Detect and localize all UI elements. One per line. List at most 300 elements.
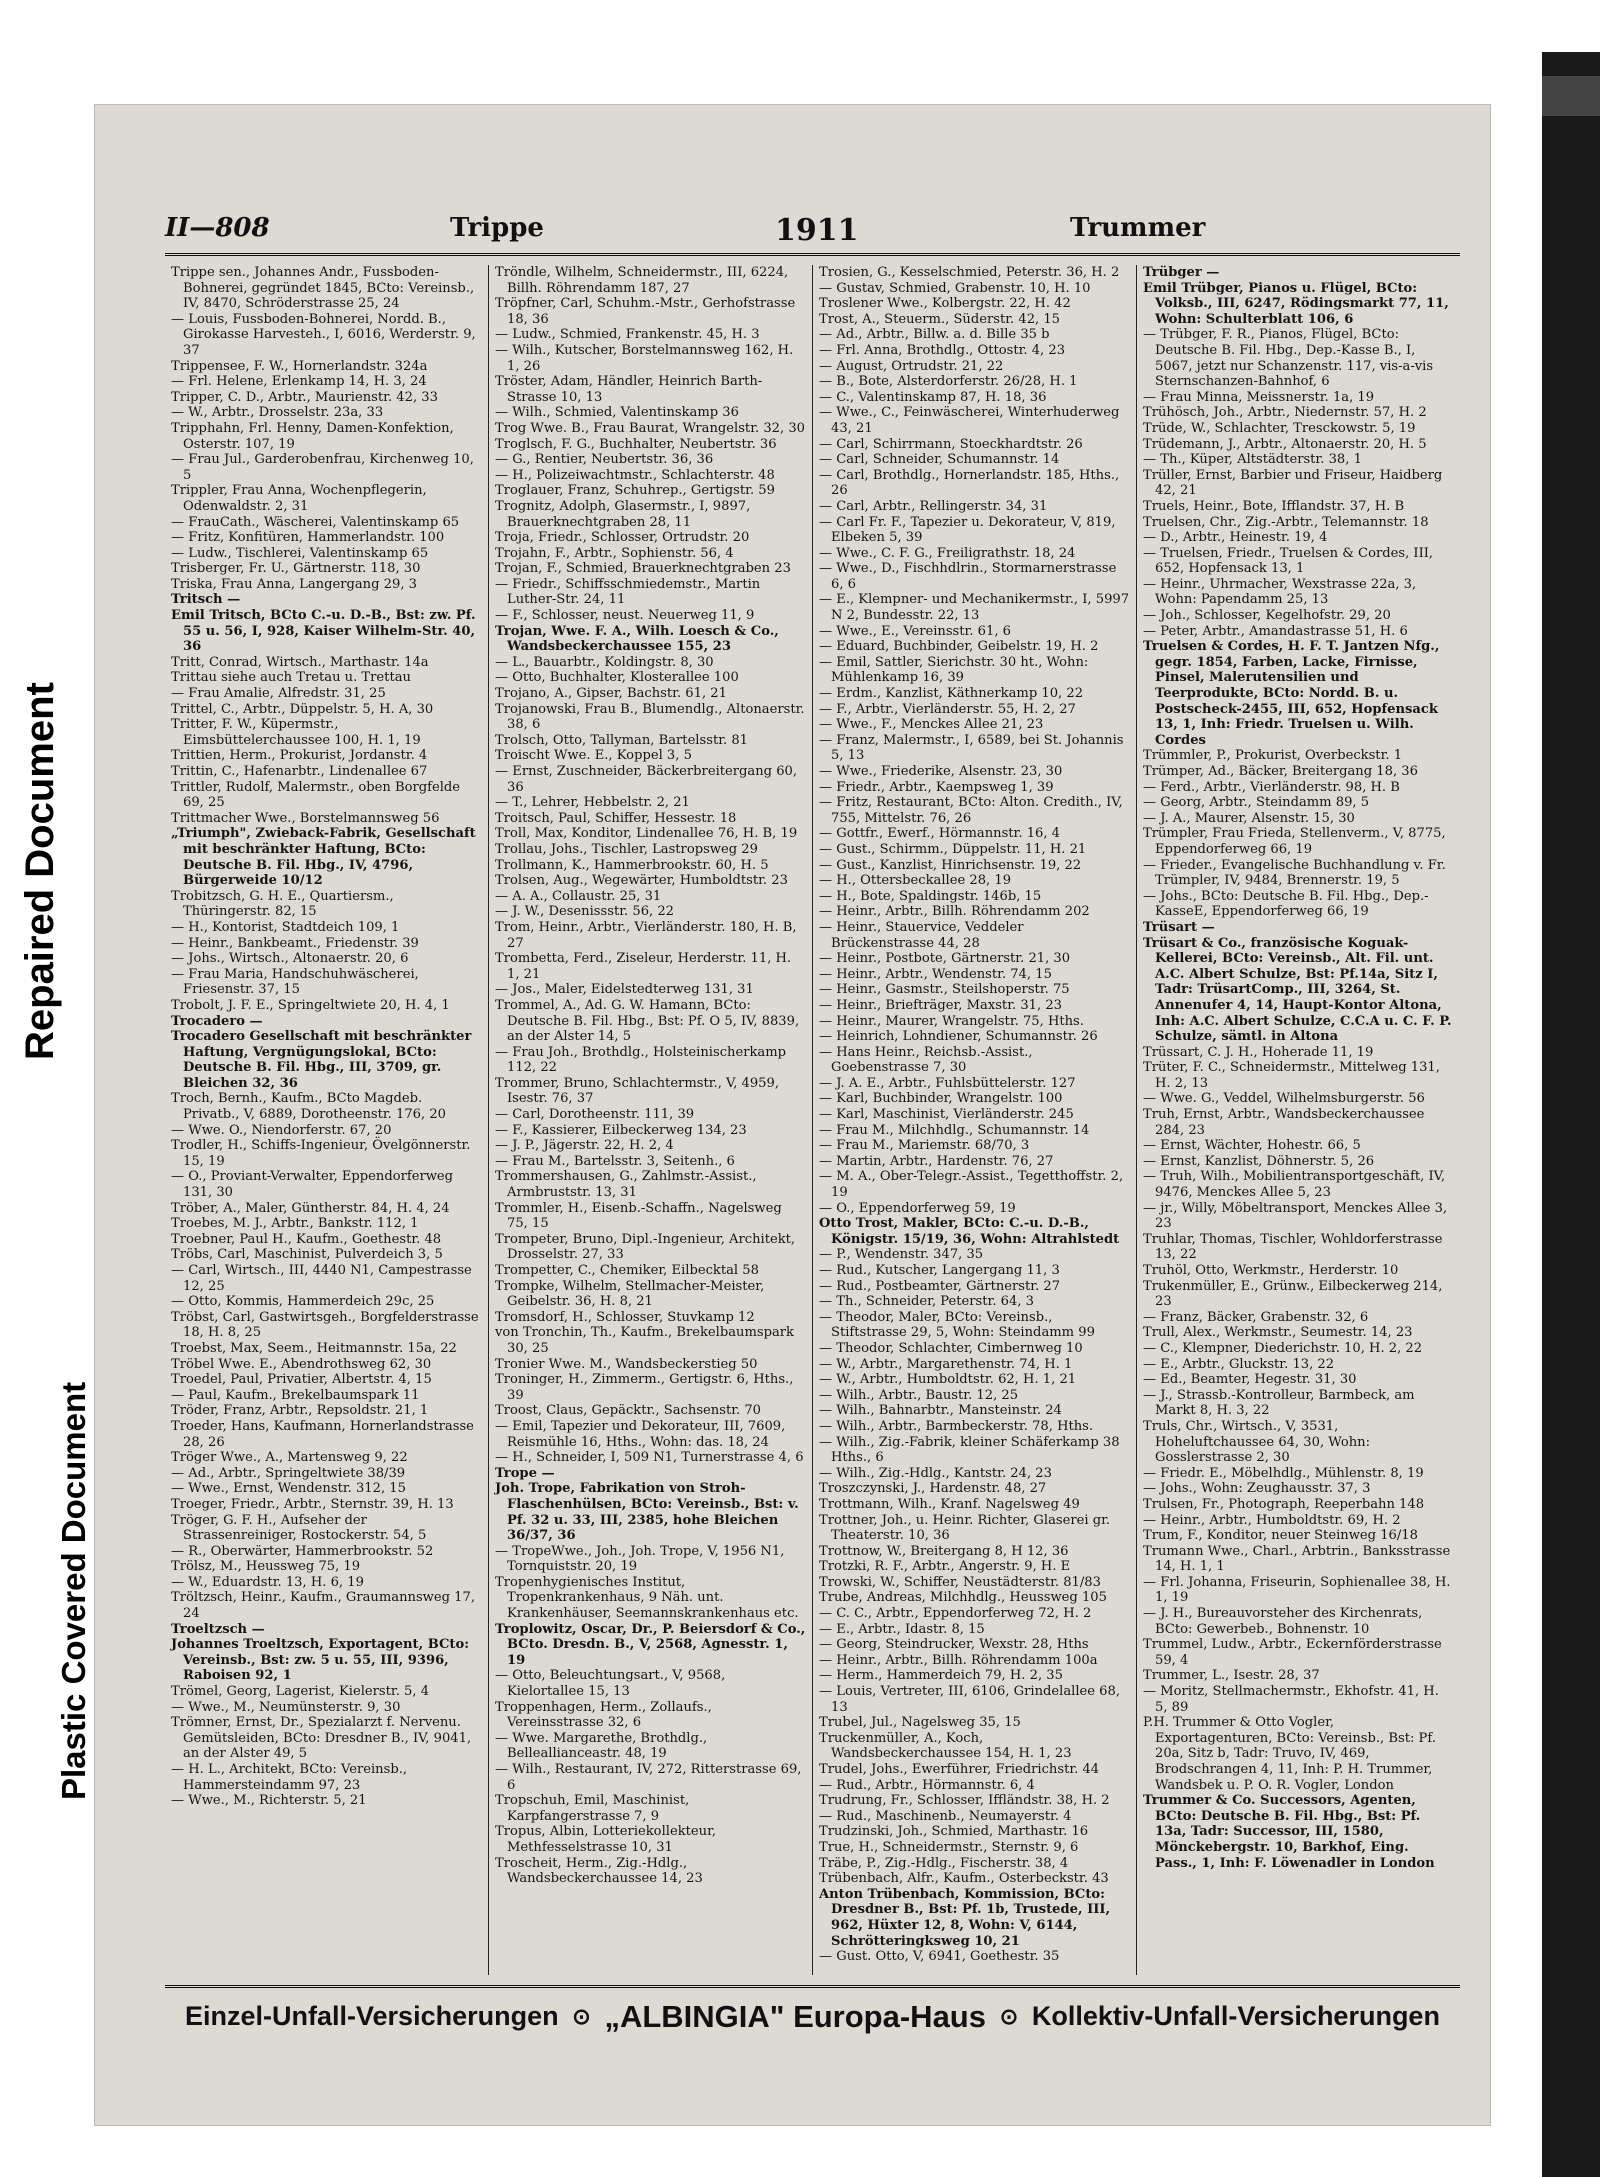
directory-entry: — Carl, Schneider, Schumannstr. 14 [819, 452, 1060, 468]
directory-entry: Trosien, G., Kesselschmied, Peterstr. 36, H. 2 [819, 265, 1120, 280]
directory-entry: Troll, Max, Konditor, Lindenallee 76, H. B, 19 [495, 826, 798, 842]
directory-entry: — W., Arbtr., Drosselstr. 23a, 33 [171, 405, 384, 421]
directory-entry: Truhlar, Thomas, Tischler, Wohldorferstrasse 13, 22 [1143, 1231, 1443, 1263]
directory-entry: Tröbs, Carl, Maschinist, Pulverdeich 3, 5 [171, 1247, 443, 1263]
directory-entry: Trowski, W., Schiffer, Neustädterstr. 81/83 [819, 1574, 1101, 1590]
directory-entry: — Theodor, Maler, BCto: Vereinsb., Stiftstrasse 29, 5, Wohn: Steindamm 99 [819, 1309, 1095, 1341]
directory-entry: Troeger, Friedr., Arbtr., Sternstr. 39, H. 13 [171, 1496, 454, 1512]
directory-entry: Troslener Wwe., Kolbergstr. 22, H. 42 [819, 296, 1071, 312]
directory-entry: — Erdm., Kanzlist, Käthnerkamp 10, 22 [819, 686, 1084, 702]
directory-entry: Trost, A., Steuerm., Süderstr. 42, 15 [819, 311, 1061, 327]
directory-entry: Trube, Andreas, Milchhdlg., Heussweg 105 [819, 1590, 1107, 1606]
directory-entry: Troch, Bernh., Kaufm., BCto Magdeb. Privatb., V, 6889, Dorotheenstr. 176, 20 [171, 1091, 446, 1123]
directory-entry: — Wwe. Margarethe, Brothdlg., Belleallianceastr. 48, 19 [495, 1730, 708, 1762]
directory-entry: — H. L., Architekt, BCto: Vereinsb., Hammersteindamm 97, 23 [171, 1762, 408, 1793]
directory-entry: — Frau Joh., Brothdlg., Holsteinischerkamp 112, 22 [495, 1044, 787, 1076]
directory-entry: Trope — [495, 1465, 555, 1481]
directory-entry: — Johs., Wohn: Zeughausstr. 37, 3 [1143, 1481, 1371, 1497]
directory-entry: — Th., Küper, Altstädterstr. 38, 1 [1143, 452, 1362, 468]
last-entry-name: Trummer [1070, 213, 1206, 243]
directory-entry: Troeder, Hans, Kaufmann, Hornerlandstrasse 28, 26 [171, 1418, 474, 1450]
directory-entry: — J. H., Bureauvorsteher des Kirchenrats, BCto: Gewerbeb., Bohnenstr. 10 [1143, 1606, 1423, 1637]
directory-entry: Anton Trübenbach, Kommission, BCto: Dresdner B., Bst: Pf. 1b, Trustede, III, 962, Hüxter 12, 8, Wohn: V, 6144, Schrötteringksweg 10, 21 [819, 1886, 1111, 1949]
directory-entry: — Hans Heinr., Reichsb.-Assist., Goebenstrasse 7, 30 [819, 1044, 1033, 1076]
directory-entry: Tröber, A., Maler, Güntherstr. 84, H. 4, 24 [171, 1200, 450, 1216]
directory-entry: Emil Tritsch, BCto C.-u. D.-B., Bst: zw. Pf. 55 u. 56, I, 928, Kaiser Wilhelm-Str. 40, 36 [171, 608, 476, 655]
directory-entry: Troppenhagen, Herm., Zollaufs., Vereinsstrasse 32, 6 [495, 1699, 712, 1731]
directory-entry: Trittau siehe auch Tretau u. Trettau [171, 670, 411, 686]
directory-entry: — Heinr., Uhrmacher, Wexstrasse 22a, 3, Wohn: Papendamm 25, 13 [1143, 576, 1417, 608]
directory-entry: — Wwe., D., Fischhdlrin., Stormarnerstrasse 6, 6 [819, 561, 1117, 592]
directory-entry: Tröbst, Carl, Gastwirtsgeh., Borgfelderstrasse 18, H. 8, 25 [171, 1309, 479, 1341]
directory-entry: — O., Proviant-Verwalter, Eppendorferweg 131, 30 [171, 1169, 454, 1201]
directory-entry: — Peter, Arbtr., Amandastrasse 51, H. 6 [1143, 623, 1408, 639]
directory-entry: — Ernst, Wächter, Hohestr. 66, 5 [1143, 1138, 1361, 1154]
directory-entry: Trommershausen, G., Zahlmstr.-Assist., Armbruststr. 13, 31 [495, 1169, 757, 1201]
directory-entry: — Rud., Arbtr., Hörmannstr. 6, 4 [819, 1777, 1035, 1793]
directory-entry: — Heinr., Arbtr., Billh. Röhrendamm 100a [819, 1652, 1098, 1668]
directory-entry: Trumann Wwe., Charl., Arbtrin., Banksstrasse 14, H. 1, 1 [1143, 1543, 1451, 1575]
directory-entry: — B., Bote, Alsterdorferstr. 26/28, H. 1 [819, 374, 1078, 390]
directory-entry: Tröder, Franz, Arbtr., Repsoldstr. 21, 1 [171, 1403, 429, 1419]
directory-entry: — Heinr., Gasmstr., Steilshoperstr. 75 [819, 982, 1070, 998]
directory-entry: — Heinr., Postbote, Gärtnerstr. 21, 30 [819, 951, 1071, 967]
directory-entry: — Wilh., Arbtr., Baustr. 12, 25 [819, 1387, 1019, 1403]
directory-entry: Trollmann, K., Hammerbrookstr. 60, H. 5 [495, 857, 769, 873]
directory-entry: Trocadero Gesellschaft mit beschränkter Haftung, Vergnügungslokal, BCto: Deutsche B. Fil. Hbg., III, 3709, gr. Bleichen 32, 36 [171, 1029, 472, 1091]
directory-entry: Trojano, A., Gipser, Bachstr. 61, 21 [495, 686, 727, 702]
directory-entry: — Carl, Arbtr., Rellingerstr. 34, 31 [819, 498, 1048, 514]
directory-entry: Tröger Wwe., A., Martensweg 9, 22 [171, 1450, 408, 1466]
directory-entry: — Louis, Vertreter, III, 6106, Grindelallee 68, 13 [819, 1684, 1120, 1715]
directory-entry: Trittien, Herm., Prokurist, Jordanstr. 4 [171, 748, 428, 764]
directory-columns [165, 265, 1460, 1975]
directory-entry: — Heinr., Briefträger, Maxstr. 31, 23 [819, 997, 1062, 1013]
directory-entry: — Paul, Kaufm., Brekelbaumspark 11 [171, 1387, 420, 1403]
scanned-page [95, 105, 1490, 2125]
directory-entry: Tröltzsch, Heinr., Kaufm., Graumannsweg 17, 24 [171, 1590, 475, 1622]
directory-entry: — Ludw., Schmied, Frankenstr. 45, H. 3 [495, 327, 760, 343]
directory-entry: Trittel, C., Arbtr., Düppelstr. 5, H. A, 30 [171, 701, 434, 717]
directory-entry: Troja, Friedr., Schlosser, Ortrudstr. 20 [495, 530, 750, 546]
directory-entry: — Wwe., Ernst, Wendenstr. 312, 15 [171, 1481, 406, 1497]
directory-entry: — O., Eppendorferweg 59, 19 [819, 1200, 1016, 1216]
directory-entry: — Wilh., Schmied, Valentinskamp 36 [495, 405, 739, 421]
directory-entry: — Trübger, F. R., Pianos, Flügel, BCto: Deutsche B. Fil. Hbg., Dep.-Kasse B., I, 5067, jetzt nur Schanzenstr. 117, vis-a-vis Sternschanzen-Bahnhof, 6 [1143, 327, 1434, 390]
directory-entry: — Karl, Buchbinder, Wrangelstr. 100 [819, 1091, 1063, 1107]
directory-entry: — Georg, Steindrucker, Wexstr. 28, Hths [819, 1637, 1089, 1653]
directory-entry: — Frieder., Evangelische Buchhandlung v. Fr. Trümpler, IV, 9484, Brennerstr. 19, 5 [1143, 857, 1446, 889]
directory-entry: Trum, F., Konditor, neuer Steinweg 16/18 [1143, 1528, 1418, 1544]
directory-entry: — C., Klempner, Diederichstr. 10, H. 2, 22 [1143, 1340, 1423, 1356]
directory-entry: — Johs., BCto: Deutsche B. Fil. Hbg., Dep.-KasseE, Eppendorferweg 66, 19 [1143, 888, 1429, 920]
directory-page [165, 205, 1460, 2105]
directory-entry: — Friedr. E., Möbelhdlg., Mühlenstr. 8, 19 [1143, 1465, 1424, 1481]
directory-entry: Troost, Claus, Gepäcktr., Sachsenstr. 70 [495, 1403, 762, 1419]
directory-entry: — Ed., Beamter, Hegestr. 31, 30 [1143, 1372, 1357, 1388]
directory-entry: — Otto, Buchhalter, Klosterallee 100 [495, 670, 739, 686]
directory-entry: Trölsz, M., Heussweg 75, 19 [171, 1559, 361, 1575]
directory-entry: Troischt Wwe. E., Koppel 3, 5 [495, 748, 692, 764]
directory-entry: — A. A., Collaustr. 25, 31 [495, 888, 662, 904]
directory-entry: Trübenbach, Alfr., Kaufm., Osterbeckstr. 43 [819, 1871, 1109, 1887]
directory-entry: — D., Arbtr., Heinestr. 19, 4 [1143, 530, 1328, 546]
directory-entry: — Louis, Fussboden-Bohnerei, Nordd. B., Girokasse Harvesteh., I, 6016, Werderstr. 9, 37 [171, 311, 476, 358]
directory-entry: Träbe, P., Zig.-Hdlg., Fischerstr. 38, 4 [819, 1855, 1069, 1871]
directory-entry: — Friedr., Schiffsschmiedemstr., Martin Luther-Str. 24, 11 [495, 576, 761, 608]
directory-entry: — Wilh., Arbtr., Barmbeckerstr. 78, Hths. [819, 1418, 1094, 1434]
directory-entry: Trukenmüller, E., Grünw., Eilbeckerweg 214, 23 [1143, 1278, 1443, 1310]
directory-entry: — Rud., Maschinenb., Neumayerstr. 4 [819, 1808, 1072, 1824]
directory-entry: Trotzki, R. F., Arbtr., Angerstr. 9, H. E [819, 1559, 1071, 1575]
directory-entry: — Carl, Schirrmann, Stoeckhardtstr. 26 [819, 436, 1083, 452]
directory-entry: Joh. Trope, Fabrikation von Stroh-Flaschenhülsen, BCto: Vereinsb., Bst: v. Pf. 32 u. 33, III, 2385, hohe Bleichen 36/37, 36 [495, 1481, 799, 1544]
directory-entry: — FrauCath., Wäscherei, Valentinskamp 65 [171, 514, 460, 530]
directory-entry: — Gottfr., Ewerf., Hörmannstr. 16, 4 [819, 826, 1061, 842]
directory-entry: Trübger — [1143, 265, 1220, 280]
directory-entry: Trüssart, C. J. H., Hoherade 11, 19 [1143, 1044, 1374, 1060]
directory-entry: Trisberger, Fr. U., Gärtnerstr. 118, 30 [171, 561, 421, 577]
directory-entry: — R., Oberwärter, Hammerbrookstr. 52 [171, 1543, 434, 1559]
directory-entry: — Heinr., Arbtr., Wendenstr. 74, 15 [819, 966, 1052, 982]
directory-entry: Tropenhygienisches Institut, Tropenkrankenhaus, 9 Näh. unt. Krankenhäuser, Seemannskrankenhaus etc. [495, 1574, 799, 1622]
directory-entry: — C. C., Arbtr., Eppendorferweg 72, H. 2 [819, 1606, 1092, 1622]
directory-entry: — Carl Fr. F., Tapezier u. Dekorateur, V, 819, Elbeken 5, 39 [819, 514, 1116, 546]
directory-entry: — T., Lehrer, Hebbelstr. 2, 21 [495, 795, 690, 811]
directory-entry: — TropeWwe., Joh., Joh. Trope, V, 1956 N1, Tornquiststr. 20, 19 [495, 1543, 785, 1575]
directory-entry: — J. W., Desenissstr. 56, 22 [495, 904, 675, 920]
directory-entry: — E., Arbtr., Idastr. 8, 15 [819, 1621, 985, 1637]
directory-entry: — Frau M., Bartelsstr. 3, Seitenh., 6 [495, 1153, 735, 1169]
scanner-edge-strip [1542, 52, 1600, 2177]
directory-entry: Trognitz, Adolph, Glasermstr., I, 9897, Brauerknechtgraben 28, 11 [495, 498, 751, 530]
directory-entry: Trittmacher Wwe., Borstelmannsweg 56 [171, 810, 440, 826]
directory-entry: — Moritz, Stellmachermstr., Ekhofstr. 41, H. 5, 89 [1143, 1684, 1439, 1715]
directory-entry: Trocadero — [171, 1013, 263, 1029]
footer-right-text: Kollektiv-Unfall-Versicherungen [1031, 2001, 1440, 2031]
directory-entry: — Frau Maria, Handschuhwäscherei, Friesenstr. 37, 15 [171, 966, 419, 998]
directory-entry: — Ad., Arbtr., Billw. a. d. Bille 35 b [819, 327, 1050, 343]
directory-entry: Trojahn, F., Arbtr., Sophienstr. 56, 4 [495, 545, 734, 561]
directory-entry: Trippler, Frau Anna, Wochenpflegerin, Odenwaldstr. 2, 31 [171, 483, 427, 514]
directory-entry: Trojan, F., Schmied, Brauerknechtgraben 23 [495, 561, 791, 577]
directory-entry: Truls, Chr., Wirtsch., V, 3531, Hoheluftchaussee 64, 30, Wohn: Gosslerstrasse 2, 30 [1143, 1418, 1371, 1466]
directory-entry: Trompetter, C., Chemiker, Eilbecktal 58 [495, 1263, 759, 1278]
directory-entry: — Martin, Arbtr., Hardenstr. 76, 27 [819, 1153, 1054, 1169]
directory-entry: Tripper, C. D., Arbtr., Maurienstr. 42, 33 [171, 389, 438, 405]
directory-entry: Trommler, H., Eisenb.-Schaffn., Nagelsweg 75, 15 [495, 1200, 782, 1232]
footer-bullet-icon: ⊙ [572, 2003, 591, 2029]
directory-entry: — Franz, Bäcker, Grabenstr. 32, 6 [1143, 1309, 1369, 1325]
directory-entry: — W., Arbtr., Humboldtstr. 62, H. 1, 21 [819, 1372, 1077, 1388]
directory-entry: Troeltzsch — [171, 1621, 265, 1637]
directory-entry: Trollau, Johs., Tischler, Lastropsweg 29 [495, 841, 758, 857]
directory-entry: — Emil, Sattler, Sierichstr. 30 ht., Wohn: Mühlenkamp 16, 39 [819, 654, 1089, 686]
plastic-covered-document-label: Plastic Covered Document [55, 1381, 92, 1800]
directory-entry: — Wwe., M., Richterstr. 5, 21 [171, 1793, 367, 1809]
directory-entry: Trummer, L., Isestr. 28, 37 [1143, 1668, 1320, 1684]
directory-entry: Trippensee, F. W., Hornerlandstr. 324a [171, 358, 428, 374]
directory-entry: — H., Schneider, I, 509 N1, Turnerstrasse 4, 6 [495, 1450, 804, 1466]
directory-entry: von Tronchin, Th., Kaufm., Brekelbaumspark 30, 25 [495, 1325, 794, 1356]
directory-entry: — J. A. E., Arbtr., Fuhlsbüttelerstr. 127 [819, 1075, 1076, 1091]
directory-entry: — jr., Willy, Möbeltransport, Menckes Allee 3, 23 [1143, 1200, 1448, 1232]
directory-entry: Tröster, Adam, Händler, Heinrich Barth-Strasse 10, 13 [495, 374, 763, 405]
directory-entry: True, H., Schneidermstr., Sternstr. 9, 6 [819, 1839, 1079, 1855]
directory-entry: — Heinrich, Lohndiener, Schumannstr. 26 [819, 1029, 1098, 1045]
directory-entry: Otto Trost, Makler, BCto: C.-u. D.-B., Königstr. 15/19, 36, Wohn: Altrahlstedt [819, 1216, 1120, 1247]
directory-entry: — Frl. Helene, Erlenkamp 14, H. 3, 24 [171, 374, 427, 390]
directory-entry: — Theodor, Schlachter, Cimbernweg 10 [819, 1340, 1083, 1356]
directory-entry: — Frl. Anna, Brothdlg., Ottostr. 4, 23 [819, 342, 1066, 358]
directory-entry: Trubel, Jul., Nagelsweg 35, 15 [819, 1715, 1021, 1731]
directory-entry: — H., Polizeiwachtmstr., Schlachterstr. 48 [495, 467, 775, 483]
directory-column [1137, 265, 1460, 1975]
directory-entry: — Ernst, Kanzlist, Döhnerstr. 5, 26 [1143, 1153, 1375, 1169]
directory-entry: — Carl, Dorotheenstr. 111, 39 [495, 1107, 695, 1123]
directory-entry: Trüller, Ernst, Barbier und Friseur, Haidberg 42, 21 [1143, 467, 1443, 499]
directory-entry: — P., Wendenstr. 347, 35 [819, 1247, 984, 1263]
directory-entry: — Wilh., Zig.-Fabrik, kleiner Schäferkamp 38 Hths., 6 [819, 1434, 1120, 1466]
directory-entry: Trummel, Ludw., Arbtr., Eckernförderstrasse 59, 4 [1143, 1637, 1442, 1668]
directory-entry: — Wwe., M., Neumünsterstr. 9, 30 [171, 1699, 401, 1715]
directory-entry: Trombetta, Ferd., Ziseleur, Herderstr. 11, H. 1, 21 [495, 951, 792, 982]
directory-entry: Tritter, F. W., Küpermstr., Eimsbüttelerchaussee 100, H. 1, 19 [171, 717, 421, 748]
directory-entry: — Wilh., Zig.-Hdlg., Kantstr. 24, 23 [819, 1465, 1052, 1481]
directory-entry: Truelsen, Chr., Zig.-Arbtr., Telemannstr. 18 [1143, 514, 1429, 530]
directory-entry: — Frau M., Milchhdlg., Schumannstr. 14 [819, 1122, 1090, 1138]
directory-entry: — Frau Minna, Meissnerstr. 1a, 19 [1143, 389, 1375, 405]
directory-entry: — Georg, Arbtr., Steindamm 89, 5 [1143, 795, 1370, 811]
directory-entry: — Heinr., Maurer, Wrangelstr. 75, Hths. [819, 1013, 1084, 1029]
directory-entry: Emil Trübger, Pianos u. Flügel, BCto: Volksb., III, 6247, Rödingsmarkt 77, 11, Wohn: Schulterblatt 106, 6 [1143, 280, 1449, 327]
footer-bullet-icon: ⊙ [999, 2003, 1019, 2029]
directory-entry: — Truelsen, Friedr., Truelsen & Cordes, III, 652, Hopfensack 13, 1 [1143, 545, 1434, 577]
directory-entry: Trull, Alex., Werkmstr., Seumestr. 14, 23 [1143, 1325, 1413, 1341]
year: 1911 [775, 213, 859, 248]
directory-entry: Trom, Heinr., Arbtr., Vierländerstr. 180, H. B, 27 [495, 919, 797, 951]
directory-entry: Trudel, Johs., Ewerführer, Friedrichstr. 44 [819, 1762, 1100, 1777]
directory-entry: P.H. Trummer & Otto Vogler, Exportagenturen, BCto: Vereinsb., Bst: Pf. 20a, Sitz b, Tadr: Truvo, IV, 469, Brodschrangen 4, 11, Inh: P. H. Trummer, Wandsbek u. P. O. R. Vogler, London [1143, 1715, 1436, 1793]
directory-entry: Tröndle, Wilhelm, Schneidermstr., III, 6224, Billh. Röhrendamm 187, 27 [495, 265, 789, 296]
first-entry-name: Trippe [450, 213, 544, 243]
directory-entry: Trudzinski, Joh., Schmied, Marthastr. 16 [819, 1824, 1089, 1840]
directory-entry: — Carl, Wirtsch., III, 4440 N1, Campestrasse 12, 25 [171, 1263, 472, 1294]
directory-entry: Trulsen, Fr., Photograph, Reeperbahn 148 [1143, 1496, 1425, 1512]
directory-entry: Troglsch, F. G., Buchhalter, Neubertstr. 36 [495, 436, 777, 452]
directory-entry: — Rud., Postbeamter, Gärtnerstr. 27 [819, 1278, 1061, 1294]
directory-entry: — Wwe., F., Menckes Allee 21, 23 [819, 717, 1044, 733]
directory-entry: Tropschuh, Emil, Maschinist, Karpfangerstrasse 7, 9 [495, 1793, 690, 1824]
directory-entry: — F., Schlosser, neust. Neuerweg 11, 9 [495, 608, 755, 624]
directory-entry: Trüdemann, J., Arbtr., Altonaerstr. 20, H. 5 [1143, 436, 1427, 452]
directory-entry: — Wwe., E., Vereinsstr. 61, 6 [819, 623, 1011, 639]
directory-entry: Truelsen & Cordes, H. F. T. Jantzen Nfg., gegr. 1854, Farben, Lacke, Firnisse, Pinsel, Malerutensilien und Teerprodukte, BCto: Nordd. B. u. Postscheck-2455, III, 652, Hopfensack 13, 1, Inh: Friedr. Truelsen u. Wilh. Cordes [1143, 639, 1440, 748]
directory-entry: Truels, Heinr., Bote, Ifflandstr. 37, H. B [1143, 498, 1405, 514]
directory-entry: Triska, Frau Anna, Langergang 29, 3 [171, 576, 417, 592]
directory-entry: Tritt, Conrad, Wirtsch., Marthastr. 14a [171, 654, 429, 670]
advertisement-footer [165, 1985, 1460, 2045]
directory-entry: Tröpfner, Carl, Schuhm.-Mstr., Gerhofstrasse 18, 36 [495, 296, 796, 327]
directory-entry: — Wwe., Friederike, Alsenstr. 23, 30 [819, 764, 1063, 779]
directory-entry: — Fritz, Konfitüren, Hammerlandstr. 100 [171, 530, 445, 546]
directory-entry: — Gust., Schirmm., Düppelstr. 11, H. 21 [819, 841, 1087, 857]
directory-entry: Trottnow, W., Breitergang 8, H 12, 36 [819, 1543, 1069, 1559]
directory-entry: — J. P., Jägerstr. 22, H. 2, 4 [495, 1138, 674, 1154]
footer-middle-text: „ALBINGIA" Europa-Haus [604, 1998, 986, 2034]
directory-entry: — Ernst, Zuschneider, Bäckerbreitergang 60, 36 [495, 764, 798, 795]
page-header [165, 205, 1460, 256]
directory-entry: — Ferd., Arbtr., Vierländerstr. 98, H. B [1143, 779, 1400, 795]
directory-entry: Trippe sen., Johannes Andr., Fussboden-Bohnerei, gegründet 1845, BCto: Vereinsb., IV, 8470, Schröderstrasse 25, 24 [171, 265, 475, 312]
directory-entry: Troplowitz, Oscar, Dr., P. Beiersdorf & Co., BCto. Dresdn. B., V, 2568, Agnesstr. 1, 19 [495, 1621, 806, 1668]
directory-entry: Troninger, H., Zimmerm., Gertigstr. 6, Hths., 39 [495, 1372, 794, 1403]
directory-entry: — E., Klempner- und Mechanikermstr., I, 5997 N 2, Bundesstr. 22, 13 [819, 592, 1130, 624]
directory-entry: — Otto, Kommis, Hammerdeich 29c, 25 [171, 1294, 435, 1310]
directory-entry: Trüsart — [1143, 919, 1215, 935]
directory-entry: — H., Bote, Spaldingstr. 146b, 15 [819, 888, 1042, 904]
directory-entry: — Heinr., Stauervice, Veddeler Brückenstrasse 44, 28 [819, 919, 1024, 951]
directory-entry: — Jos., Maler, Eidelstedterweg 131, 31 [495, 982, 754, 998]
directory-entry: Truhöl, Otto, Werkmstr., Herderstr. 10 [1143, 1263, 1399, 1278]
directory-entry: Troscheit, Herm., Zig.-Hdlg., Wandsbeckerchaussee 14, 23 [495, 1855, 703, 1887]
directory-entry: — Franz, Malermstr., I, 6589, bei St. Johannis 5, 13 [819, 732, 1124, 764]
directory-entry: — Johs., Wirtsch., Altonaerstr. 20, 6 [171, 951, 409, 967]
directory-entry: — W., Arbtr., Margarethenstr. 74, H. 1 [819, 1356, 1073, 1372]
directory-entry: — J. A., Maurer, Alsenstr. 15, 30 [1143, 810, 1355, 826]
repaired-document-label: Repaired Document [18, 682, 62, 1060]
directory-entry: Trog Wwe. B., Frau Baurat, Wrangelstr. 32, 30 [495, 420, 805, 436]
directory-entry: — Wwe., C., Feinwäscherei, Winterhuderweg 43, 21 [819, 405, 1120, 436]
directory-entry: Trolsch, Otto, Tallyman, Bartelsstr. 81 [495, 732, 749, 748]
directory-column [813, 265, 1137, 1975]
directory-entry: Trüde, W., Schlachter, Tresckowstr. 5, 19 [1143, 420, 1416, 436]
directory-entry: — Fritz, Restaurant, BCto: Alton. Credith., IV, 755, Mittelstr. 76, 26 [819, 795, 1123, 826]
directory-entry: Troebner, Paul H., Kaufm., Goethestr. 48 [171, 1231, 442, 1247]
directory-entry: Troebes, M. J., Arbtr., Bankstr. 112, 1 [171, 1216, 419, 1232]
directory-entry: Trojanowski, Frau B., Blumendlg., Altonaerstr. 38, 6 [495, 701, 805, 733]
directory-entry: Troedel, Paul, Privatier, Albertstr. 4, 15 [171, 1372, 432, 1388]
directory-column [165, 265, 489, 1975]
directory-entry: — W., Eduardstr. 13, H. 6, 19 [171, 1574, 364, 1590]
directory-entry: Tritsch — [171, 592, 241, 608]
directory-entry: — G., Rentier, Neubertstr. 36, 36 [495, 452, 714, 468]
directory-entry: — Frl. Johanna, Friseurin, Sophienallee 38, H. 1, 19 [1143, 1574, 1451, 1606]
directory-entry: — M. A., Ober-Telegr.-Assist., Tegetthoffstr. 2, 19 [819, 1169, 1124, 1201]
directory-entry: — Herm., Hammerdeich 79, H. 2, 35 [819, 1668, 1063, 1684]
directory-entry: Trüter, F. C., Schneidermstr., Mittelweg 131, H. 2, 13 [1143, 1060, 1440, 1091]
directory-entry: — Wilh., Bahnarbtr., Mansteinstr. 24 [819, 1403, 1062, 1419]
directory-entry: — Gust. Otto, V, 6941, Goethestr. 35 [819, 1949, 1060, 1965]
directory-entry: Trüsart & Co., französische Koguak-Kellerei, BCto: Vereinsb., Alt. Fil. unt. A.C. Albert Schulze, Bst: Pf.14a, Sitz I, Tadr: TrüsartComp., III, 3264, St. Annenufer 4, 14, Haupt-Kontor Altona, Inh: A.C. Albert Schulze, C.C.A u. C. F. P. Schulze, sämtl. in Altona [1143, 935, 1452, 1045]
directory-entry: Trömner, Ernst, Dr., Spezialarzt f. Nervenu. Gemütsleiden, BCto: Dresdner B., IV, 9041, an der Alster 49, 5 [171, 1715, 472, 1762]
directory-entry: Trümper, Ad., Bäcker, Breitergang 18, 36 [1143, 764, 1418, 779]
directory-entry: Trommer, Bruno, Schlachtermstr., V, 4959, Isestr. 76, 37 [495, 1075, 780, 1107]
directory-entry: — Friedr., Arbtr., Kaempsweg 1, 39 [819, 779, 1054, 795]
directory-entry: Troebst, Max, Seem., Heitmannstr. 15a, 22 [171, 1340, 457, 1356]
directory-entry: — Wwe. O., Niendorferstr. 67, 20 [171, 1122, 392, 1138]
directory-entry: Trodler, H., Schiffs-Ingenieur, Övelgönnerstr. 15, 19 [171, 1138, 471, 1169]
directory-entry: Trommel, A., Ad. G. W. Hamann, BCto: Deutsche B. Fil. Hbg., Bst: Pf. O 5, IV, 8839, an der Alster 14, 5 [495, 997, 800, 1045]
directory-entry: Tromsdorf, H., Schlosser, Stuvkamp 12 [495, 1309, 755, 1325]
directory-entry: — Frau M., Mariemstr. 68/70, 3 [819, 1138, 1030, 1154]
directory-entry: Trömel, Georg, Lagerist, Kielerstr. 5, 4 [171, 1684, 430, 1700]
directory-entry: Trompeter, Bruno, Dipl.-Ingenieur, Architekt, Drosselstr. 27, 33 [495, 1231, 796, 1263]
directory-column [489, 265, 813, 1975]
directory-entry: Trümpler, Frau Frieda, Stellenverm., V, 8775, Eppendorferweg 66, 19 [1143, 826, 1446, 857]
directory-entry: — Frau Amalie, Alfredstr. 31, 25 [171, 686, 386, 702]
directory-entry: — Gust., Kanzlist, Hinrichsenstr. 19, 22 [819, 857, 1082, 873]
directory-entry: — Ludw., Tischlerei, Valentinskamp 65 [171, 545, 429, 561]
directory-entry: — H., Ottersbeckallee 28, 19 [819, 873, 1012, 889]
directory-entry: „Triumph", Zwieback-Fabrik, Gesellschaft mit beschränkter Haftung, BCto: Deutsche B. Fil. Hbg., IV, 4796, Bürgerweide 10/12 [171, 826, 476, 889]
directory-entry: — H., Kontorist, Stadtdeich 109, 1 [171, 919, 400, 935]
directory-entry: — Heinr., Bankbeamt., Friedenstr. 39 [171, 935, 419, 951]
directory-entry: Trottmann, Wilh., Kranf. Nagelsweg 49 [819, 1496, 1080, 1512]
directory-entry: Trompke, Wilhelm, Stellmacher-Meister, Geibelstr. 36, H. 8, 21 [495, 1278, 765, 1310]
directory-entry: Trummer & Co. Successors, Agenten, BCto: Deutsche B. Fil. Hbg., Bst: Pf. 13a, Tadr: Successor, III, 1580, Mönckebergstr. 10, Barkhof, Eing. Pass., 1, Inh: F. Löwenadler in London [1143, 1793, 1435, 1871]
directory-entry: Trolsen, Aug., Wegewärter, Humboldtstr. 23 [495, 873, 788, 889]
directory-entry: Tropus, Albin, Lotteriekollekteur, Methfesselstrasse 10, 31 [495, 1824, 717, 1855]
directory-entry: — Truh, Wilh., Mobilientransportgeschäft, IV, 9476, Menckes Allee 5, 23 [1143, 1169, 1445, 1201]
directory-entry: Tripphahn, Frl. Henny, Damen-Konfektion, Osterstr. 107, 19 [171, 420, 454, 452]
directory-entry: — Frau Jul., Garderobenfrau, Kirchenweg 10, 5 [171, 452, 474, 483]
directory-entry: Trojan, Wwe. F. A., Wilh. Loesch & Co., Wandsbeckerchaussee 155, 23 [495, 623, 779, 655]
directory-entry: — Th., Schneider, Peterstr. 64, 3 [819, 1294, 1034, 1310]
directory-entry: Trühösch, Joh., Arbtr., Niedernstr. 57, H. 2 [1143, 405, 1427, 421]
directory-entry: — E., Arbtr., Gluckstr. 13, 22 [1143, 1356, 1335, 1372]
directory-entry: Tronier Wwe. M., Wandsbeckerstieg 50 [495, 1356, 758, 1372]
directory-entry: — Heinr., Arbtr., Billh. Röhrendamm 202 [819, 904, 1090, 920]
directory-entry: Trittler, Rudolf, Malermstr., oben Borgfelde 69, 25 [171, 779, 461, 811]
directory-entry: Trobolt, J. F. E., Springeltwiete 20, H. 4, 1 [171, 997, 450, 1013]
directory-entry: — Emil, Tapezier und Dekorateur, III, 7609, Reismühle 16, Hths., Wohn: das. 18, 24 [495, 1418, 786, 1450]
directory-entry: — Otto, Beleuchtungsart., V, 9568, Kielortallee 15, 13 [495, 1668, 726, 1700]
directory-entry: — Ad., Arbtr., Springeltwiete 38/39 [171, 1465, 406, 1481]
directory-entry: — Eduard, Buchbinder, Geibelstr. 19, H. 2 [819, 639, 1099, 655]
directory-entry: — C., Valentinskamp 87, H. 18, 36 [819, 389, 1047, 405]
directory-entry: Tröbel Wwe. E., Abendrothsweg 62, 30 [171, 1356, 432, 1372]
directory-entry: — Joh., Schlosser, Kegelhofstr. 29, 20 [1143, 608, 1391, 624]
directory-entry: Trudrung, Fr., Schlosser, Iffländstr. 38, H. 2 [819, 1793, 1110, 1809]
directory-entry: — Rud., Kutscher, Langergang 11, 3 [819, 1263, 1060, 1278]
directory-entry: — Wilh., Restaurant, IV, 272, Ritterstrasse 69, 6 [495, 1762, 802, 1793]
directory-entry: — Karl, Maschinist, Vierländerstr. 245 [819, 1107, 1074, 1123]
directory-entry: Trittin, C., Hafenarbtr., Lindenallee 67 [171, 764, 428, 779]
directory-entry: Trottner, Joh., u. Heinr. Richter, Glaserei gr. Theaterstr. 10, 36 [819, 1512, 1111, 1544]
directory-entry: Troszczynski, J., Hardenstr. 48, 27 [819, 1481, 1047, 1497]
directory-entry: Trümmler, P., Prokurist, Overbeckstr. 1 [1143, 748, 1403, 764]
directory-entry: — Gustav, Schmied, Grabenstr. 10, H. 10 [819, 280, 1091, 296]
directory-entry: — Wwe. G., Veddel, Wilhelmsburgerstr. 56 [1143, 1091, 1425, 1107]
directory-entry: — Carl, Brothdlg., Hornerlandstr. 185, Hths., 26 [819, 467, 1120, 499]
directory-entry: Trobitzsch, G. H. E., Quartiersm., Thüringerstr. 82, 15 [171, 888, 394, 920]
directory-entry: — F., Arbtr., Vierländerstr. 55, H. 2, 27 [819, 701, 1076, 717]
directory-entry: Tröger, G. F. H., Aufseher der Strassenreiniger, Rostockerstr. 54, 5 [171, 1512, 427, 1544]
directory-entry: Truckenmüller, A., Koch, Wandsbeckerchaussee 154, H. 1, 23 [819, 1730, 1072, 1762]
directory-entry: Troitsch, Paul, Schiffer, Hessestr. 18 [495, 810, 737, 826]
directory-entry: — F., Kassierer, Eilbeckerweg 134, 23 [495, 1122, 747, 1138]
directory-entry: Johannes Troeltzsch, Exportagent, BCto: Vereinsb., Bst: zw. 5 u. 55, III, 9396, Raboisen 92, 1 [171, 1637, 470, 1684]
directory-entry: — Wilh., Kutscher, Borstelmannsweg 162, H. 1, 26 [495, 342, 794, 374]
directory-entry: — Wwe., C. F. G., Freiligrathstr. 18, 24 [819, 545, 1076, 561]
directory-entry: — August, Ortrudstr. 21, 22 [819, 358, 1004, 374]
directory-entry: — Heinr., Arbtr., Humboldtstr. 69, H. 2 [1143, 1512, 1401, 1528]
directory-entry: — L., Bauarbtr., Koldingstr. 8, 30 [495, 654, 714, 670]
directory-entry: Troglauer, Franz, Schuhrep., Gertigstr. 59 [495, 483, 775, 499]
footer-left-text: Einzel-Unfall-Versicherungen [185, 2001, 559, 2031]
directory-entry: — J., Strassb.-Kontrolleur, Barmbeck, am Markt 8, H. 3, 22 [1143, 1387, 1415, 1419]
